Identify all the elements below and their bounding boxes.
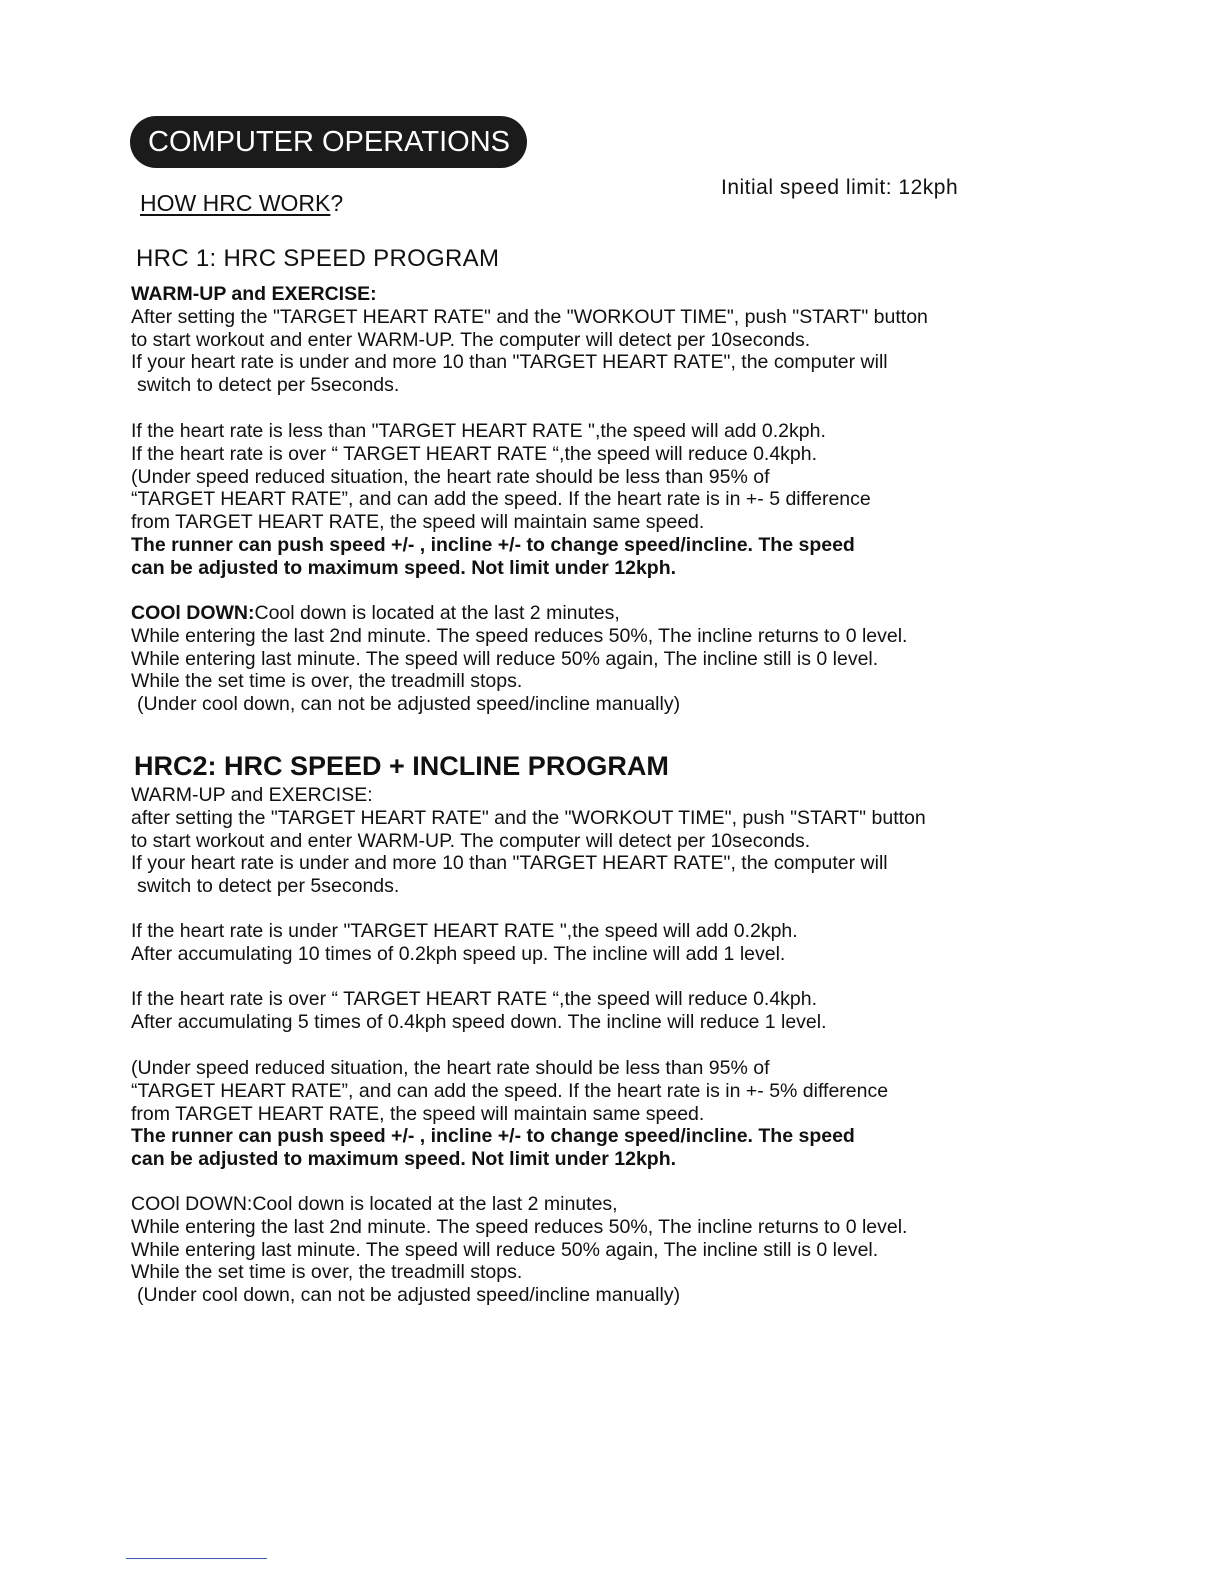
initial-speed-limit: Initial speed limit: 12kph <box>721 176 959 199</box>
hrc1-adjust-line: (Under speed reduced situation, the heart rate should be less than 95% of <box>131 465 770 488</box>
how-hrc-work-heading <box>140 190 343 217</box>
hrc1-cooldown-label: COOl DOWN: <box>131 602 255 624</box>
hrc2-cooldown-line: While the set time is over, the treadmill stops. <box>131 1261 523 1284</box>
hrc2-cooldown-line: While entering the last 2nd minute. The speed reduces 50%, The incline returns to 0 level. <box>131 1215 908 1238</box>
hrc2-under-block <box>131 920 1151 966</box>
hrc2-over-block <box>131 988 1151 1034</box>
hrc2-title: HRC2: HRC SPEED + INCLINE PROGRAM <box>134 751 669 781</box>
hrc2-warmup-line: after setting the "TARGET HEART RATE" and the "WORKOUT TIME", push "START" button <box>131 806 926 829</box>
hrc2-cooldown-block <box>131 1193 1151 1307</box>
hrc1-cooldown-line: While entering last minute. The speed will reduce 50% again, The incline still is 0 level. <box>131 647 879 670</box>
hrc2-cooldown-line: COOl DOWN:Cool down is located at the last 2 minutes, <box>131 1193 618 1215</box>
hrc2-over-line: If the heart rate is over “ TARGET HEART RATE “,the speed will reduce 0.4kph. <box>131 988 818 1010</box>
hrc1-cooldown-line: While the set time is over, the treadmill stops. <box>131 670 523 693</box>
hrc2-warmup-line: to start workout and enter WARM-UP. The computer will detect per 10seconds. <box>131 829 811 852</box>
hrc1-cooldown-line: While entering the last 2nd minute. The speed reduces 50%, The incline returns to 0 level. <box>131 624 908 647</box>
hrc2-over-line: After accumulating 5 times of 0.4kph speed down. The incline will reduce 1 level. <box>131 1010 827 1033</box>
hrc2-reduced-line: (Under speed reduced situation, the heart rate should be less than 95% of <box>131 1057 770 1079</box>
hrc1-bold-line: can be adjusted to maximum speed. Not limit under 12kph. <box>131 556 677 579</box>
hrc1-warmup-line: If your heart rate is under and more 10 than "TARGET HEART RATE", the computer will <box>131 351 888 374</box>
hrc2-under-line: After accumulating 10 times of 0.2kph speed up. The incline will add 1 level. <box>131 942 786 965</box>
how-hrc-work-title: HOW HRC WORK <box>140 190 331 216</box>
hrc1-adjust-block <box>131 420 1151 580</box>
hrc1-adjust-line: If the heart rate is over “ TARGET HEART RATE “,the speed will reduce 0.4kph. <box>131 442 818 465</box>
hrc2-warmup-heading: WARM-UP and EXERCISE: <box>131 784 373 806</box>
hrc2-warmup-line: If your heart rate is under and more 10 than "TARGET HEART RATE", the computer will <box>131 852 888 875</box>
hrc2-bold-line: can be adjusted to maximum speed. Not limit under 12kph. <box>131 1148 677 1171</box>
hrc1-cooldown-text: Cool down is located at the last 2 minutes, <box>254 602 620 624</box>
hrc2-reduced-line: from TARGET HEART RATE, the speed will maintain same speed. <box>131 1102 705 1125</box>
hrc2-warmup-line: switch to detect per 5seconds. <box>137 875 400 898</box>
hrc1-cooldown-block <box>131 602 1151 716</box>
hrc2-reduced-block <box>131 1057 1151 1171</box>
hrc1-warmup-block <box>131 283 1151 397</box>
hrc1-warmup-line: switch to detect per 5seconds. <box>137 374 400 397</box>
hrc2-cooldown-line: While entering last minute. The speed will reduce 50% again, The incline still is 0 level. <box>131 1238 879 1261</box>
footnote-rule <box>126 1558 267 1559</box>
hrc1-adjust-line: from TARGET HEART RATE, the speed will maintain same speed. <box>131 511 705 534</box>
hrc1-adjust-line: If the heart rate is less than "TARGET HEART RATE ",the speed will add 0.2kph. <box>131 420 826 442</box>
hrc2-warmup-block <box>131 784 1151 898</box>
hrc2-bold-line: The runner can push speed +/- , incline +/- to change speed/incline. The speed <box>131 1125 855 1148</box>
hrc1-title: HRC 1: HRC SPEED PROGRAM <box>136 245 500 272</box>
section-banner: COMPUTER OPERATIONS <box>130 116 527 168</box>
hrc1-cooldown-first-line <box>131 602 1151 625</box>
hrc2-under-line: If the heart rate is under "TARGET HEART RATE ",the speed will add 0.2kph. <box>131 920 798 942</box>
hrc2-reduced-line: “TARGET HEART RATE”, and can add the speed. If the heart rate is in +- 5% difference <box>131 1079 889 1102</box>
how-hrc-work-mark: ? <box>330 190 344 216</box>
hrc1-warmup-line: After setting the "TARGET HEART RATE" and the "WORKOUT TIME", push "START" button <box>131 305 928 328</box>
hrc1-bold-line: The runner can push speed +/- , incline +/- to change speed/incline. The speed <box>131 533 855 556</box>
hrc1-warmup-heading: WARM-UP and EXERCISE: <box>131 283 377 305</box>
hrc1-adjust-line: “TARGET HEART RATE”, and can add the speed. If the heart rate is in +- 5 difference <box>131 488 871 511</box>
hrc1-cooldown-line: (Under cool down, can not be adjusted speed/incline manually) <box>137 693 681 716</box>
hrc2-cooldown-line: (Under cool down, can not be adjusted speed/incline manually) <box>137 1284 681 1307</box>
hrc1-warmup-line: to start workout and enter WARM-UP. The computer will detect per 10seconds. <box>131 328 811 351</box>
